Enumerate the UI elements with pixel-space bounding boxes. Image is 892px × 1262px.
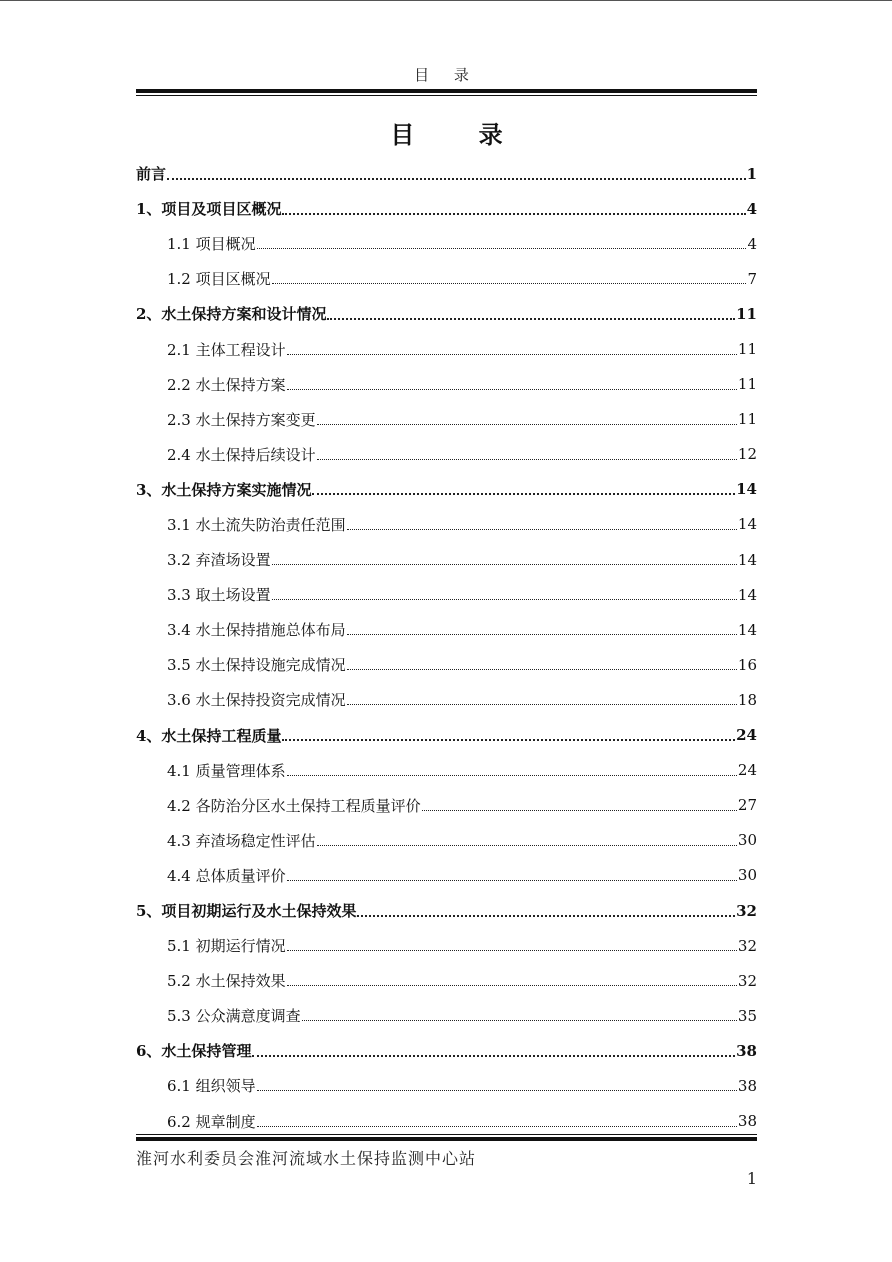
- dot-leader: [167, 178, 746, 180]
- dot-leader: [257, 248, 747, 249]
- toc-entry-page: 32: [736, 901, 757, 920]
- table-of-contents: [136, 156, 757, 1139]
- toc-chapter-entry[interactable]: [136, 893, 757, 928]
- toc-entry-title: 6.1 组织领导: [167, 1077, 256, 1096]
- toc-entry-page: 32: [737, 936, 757, 955]
- toc-section-entry[interactable]: [136, 682, 757, 717]
- toc-section-entry[interactable]: [136, 823, 757, 858]
- toc-section-entry[interactable]: [136, 402, 757, 437]
- toc-section-entry[interactable]: [136, 788, 757, 823]
- toc-entry-title: 1.1 项目概况: [167, 235, 256, 254]
- toc-section-entry[interactable]: [136, 1068, 757, 1103]
- dot-leader: [287, 354, 737, 355]
- dot-leader: [287, 950, 737, 951]
- dot-leader: [317, 424, 737, 425]
- toc-entry-title: 3.1 水土流失防治责任范围: [167, 515, 346, 534]
- toc-section-entry[interactable]: [136, 998, 757, 1033]
- toc-section-entry[interactable]: [136, 261, 757, 296]
- toc-entry-title: 4.2 各防治分区水土保持工程质量评价: [167, 796, 421, 815]
- page-top-edge: [0, 0, 892, 1]
- toc-entry-title: 3.5 水土保持设施完成情况: [167, 656, 346, 675]
- header-rule: [136, 89, 757, 96]
- toc-entry-page: 7: [747, 269, 757, 288]
- toc-entry-page: 14: [736, 480, 757, 499]
- toc-chapter-entry[interactable]: [136, 472, 757, 507]
- dot-leader: [312, 493, 735, 495]
- toc-entry-page: 38: [737, 1112, 757, 1131]
- toc-entry-title: 4.4 总体质量评价: [167, 866, 286, 885]
- dot-leader: [347, 669, 737, 670]
- page-title: 目 录: [390, 120, 531, 149]
- toc-entry-page: 18: [737, 690, 757, 709]
- dot-leader: [347, 634, 737, 635]
- toc-section-entry[interactable]: [136, 928, 757, 963]
- toc-entry-page: 1: [746, 164, 757, 183]
- toc-chapter-entry[interactable]: [136, 296, 757, 331]
- toc-entry-title: 2.4 水土保持后续设计: [167, 445, 316, 464]
- toc-entry-page: 11: [737, 340, 757, 359]
- dot-leader: [287, 880, 737, 881]
- toc-entry-page: 24: [736, 726, 757, 745]
- toc-entry-page: 16: [737, 655, 757, 674]
- toc-entry-page: 14: [737, 515, 757, 534]
- dot-leader: [287, 389, 737, 390]
- footer-rule: [136, 1134, 757, 1141]
- footer-organization: 淮河水利委员会淮河流域水土保持监测中心站: [136, 1149, 477, 1168]
- toc-entry-title: 前言: [136, 165, 167, 184]
- toc-entry-page: 14: [737, 550, 757, 569]
- toc-entry-title: 4.1 质量管理体系: [167, 761, 286, 780]
- toc-entry-title: 2.3 水土保持方案变更: [167, 410, 316, 429]
- toc-entry-page: 14: [737, 620, 757, 639]
- toc-entry-title: 1.2 项目区概况: [167, 270, 271, 289]
- toc-section-entry[interactable]: [136, 367, 757, 402]
- page-number: 1: [746, 1169, 757, 1188]
- toc-entry-title: 5.3 公众满意度调查: [167, 1007, 301, 1026]
- toc-section-entry[interactable]: [136, 577, 757, 612]
- toc-entry-page: 30: [737, 831, 757, 850]
- toc-chapter-entry[interactable]: [136, 718, 757, 753]
- toc-section-entry[interactable]: [136, 331, 757, 366]
- toc-section-entry[interactable]: [136, 612, 757, 647]
- toc-entry-page: 14: [737, 585, 757, 604]
- dot-leader: [257, 1090, 737, 1091]
- dot-leader: [287, 775, 737, 776]
- toc-entry-title: 3.4 水土保持措施总体布局: [167, 621, 346, 640]
- toc-section-entry[interactable]: [136, 753, 757, 788]
- dot-leader: [272, 564, 737, 565]
- dot-leader: [257, 1126, 737, 1127]
- dot-leader: [422, 810, 737, 811]
- toc-entry-title: 2、水土保持方案和设计情况: [136, 305, 327, 324]
- dot-leader: [357, 915, 735, 917]
- toc-entry-title: 2.1 主体工程设计: [167, 340, 286, 359]
- toc-entry-title: 1、项目及项目区概况: [136, 200, 282, 219]
- toc-entry-page: 30: [737, 866, 757, 885]
- toc-chapter-entry[interactable]: [136, 1033, 757, 1068]
- dot-leader: [282, 739, 735, 741]
- toc-entry-page: 4: [746, 199, 757, 218]
- toc-section-entry[interactable]: [136, 226, 757, 261]
- toc-section-entry[interactable]: [136, 963, 757, 998]
- toc-section-entry[interactable]: [136, 858, 757, 893]
- dot-leader: [272, 599, 737, 600]
- toc-entry-page: 4: [747, 234, 757, 253]
- toc-entry-page: 35: [737, 1006, 757, 1025]
- toc-entry-title: 5、项目初期运行及水土保持效果: [136, 902, 357, 921]
- toc-entry-title: 4.3 弃渣场稳定性评估: [167, 831, 316, 850]
- toc-entry-page: 38: [737, 1076, 757, 1095]
- toc-chapter-entry[interactable]: [136, 191, 757, 226]
- dot-leader: [347, 529, 737, 530]
- toc-entry-title: 5.2 水土保持效果: [167, 972, 286, 991]
- toc-entry-title: 5.1 初期运行情况: [167, 937, 286, 956]
- toc-entry-title: 6.2 规章制度: [167, 1112, 256, 1131]
- toc-entry-page: 27: [737, 796, 757, 815]
- dot-leader: [317, 459, 737, 460]
- toc-entry-title: 4、水土保持工程质量: [136, 726, 282, 745]
- dot-leader: [327, 318, 735, 320]
- toc-entry-page: 11: [736, 304, 757, 323]
- toc-chapter-entry[interactable]: [136, 156, 757, 191]
- toc-entry-title: 3.6 水土保持投资完成情况: [167, 691, 346, 710]
- toc-entry-page: 38: [736, 1041, 757, 1060]
- toc-entry-page: 11: [737, 375, 757, 394]
- dot-leader: [347, 704, 737, 705]
- toc-entry-page: 12: [737, 445, 757, 464]
- toc-section-entry[interactable]: [136, 437, 757, 472]
- dot-leader: [252, 1055, 735, 1057]
- dot-leader: [317, 845, 737, 846]
- dot-leader: [287, 985, 737, 986]
- running-header: 目 录: [414, 66, 479, 84]
- toc-entry-title: 2.2 水土保持方案: [167, 375, 286, 394]
- toc-entry-title: 3.2 弃渣场设置: [167, 551, 271, 570]
- toc-entry-page: 24: [737, 761, 757, 780]
- toc-entry-title: 3.3 取土场设置: [167, 586, 271, 605]
- toc-entry-page: 32: [737, 971, 757, 990]
- toc-section-entry[interactable]: [136, 542, 757, 577]
- toc-section-entry[interactable]: [136, 507, 757, 542]
- toc-entry-title: 6、水土保持管理: [136, 1042, 252, 1061]
- toc-section-entry[interactable]: [136, 647, 757, 682]
- dot-leader: [302, 1020, 737, 1021]
- toc-entry-title: 3、水土保持方案实施情况: [136, 480, 312, 499]
- dot-leader: [282, 213, 745, 215]
- toc-entry-page: 11: [737, 410, 757, 429]
- dot-leader: [272, 283, 747, 284]
